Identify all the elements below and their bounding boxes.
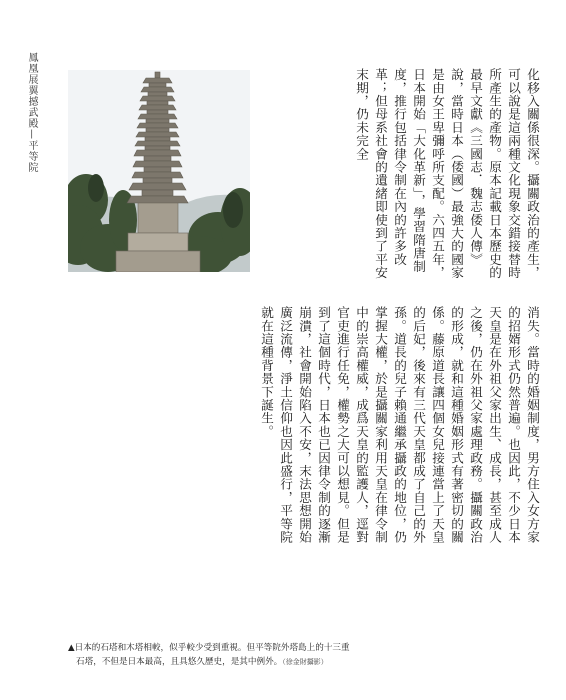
caption-line-2 xyxy=(68,655,518,669)
body-text-lower: 消失。當時的婚姻制度，男方住入女方家的招婿形式仍然普遍。也因此，不少日本天皇是在外祖父家出生、成長，甚至成人之後，仍在外祖父家處理政務。攝關政治的形成，就和這種婚姻形式有著密切的關係。藤原道長讓四個女兒接連當上了天皇的后妃，後來有三代天皇都成了自己的外孫。道長的兒子賴通繼承攝政的地位，仍掌握大權，於是攝關家利用天皇在律令制中的崇高權威，成爲天皇的監護人，逕對官吏進行任免，權勢之大可以想見。但是到了這個時代，日本也已因律令制的逐漸崩潰，社會開始陷入不安，末法思想開始廣泛流傳，淨土信仰也因此盛行，平等院就在這種背景下誕生。 xyxy=(259,306,540,544)
body-text-upper: 化移入關係很深。攝關政治的產生，可以說是這兩種文化現象交錯接替時所產生的產物。原本記載日本歷史的最早文獻《三國志．魏志倭人傳》說，當時日本（倭國）最強大的國家是由女王卑彌呼所支配。六四五年，日本開始「大化革新」，學習隋唐制度，推行包括律令制在內的許多改革；但母系社會的遺緒即使到了平安末期，仍未完全 xyxy=(354,68,540,280)
caption-line-1: ▲日本的石塔和木塔相較，似乎較少受到重視。但平等院外塔島上的十三重 xyxy=(68,643,350,653)
stone-pagoda-image xyxy=(68,70,250,272)
photo-credit: （徐金財攝影） xyxy=(282,658,328,666)
pagoda-photo xyxy=(68,70,250,272)
photo-caption xyxy=(68,641,518,669)
running-head: 鳳凰展翼撼武殿—平等院 xyxy=(26,52,37,173)
caption-line-2-text: 石塔，不但是日本最高，且具悠久歷史，是其中例外。 xyxy=(76,657,283,667)
